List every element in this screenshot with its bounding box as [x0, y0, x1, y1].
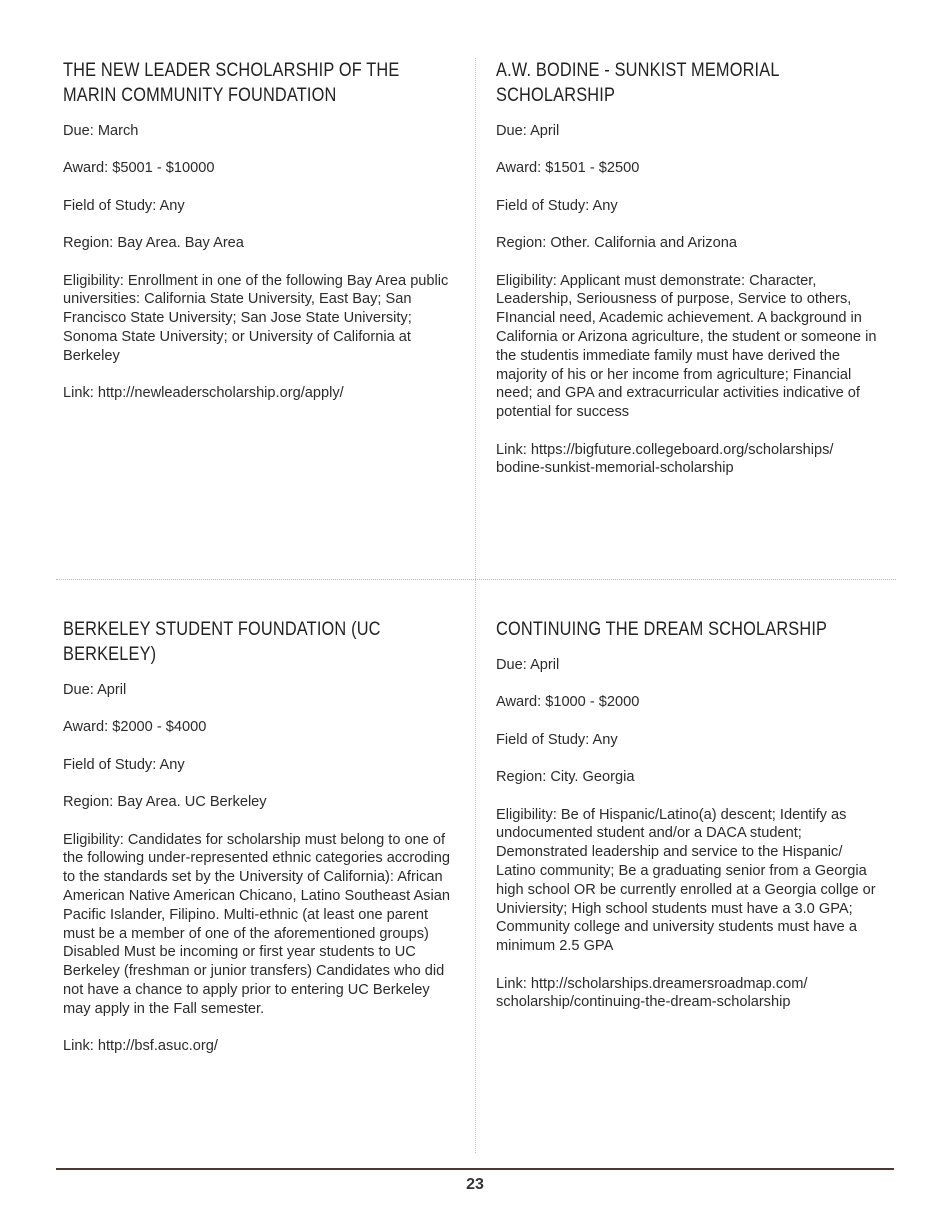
scholarship-title: BERKELEY STUDENT FOUNDATION (UC BERKELEY) — [63, 619, 381, 665]
scholarship-award: Award: $1501 - $2500 — [496, 160, 640, 177]
scholarship-field-of-study: Field of Study: Any — [63, 197, 185, 214]
scholarship-region: Region: City. Georgia — [496, 769, 635, 786]
scholarship-award: Award: $2000 - $4000 — [63, 719, 207, 736]
scholarship-title: THE NEW LEADER SCHOLARSHIP OF THE MARIN COMMUNITY FOUNDATION — [63, 60, 400, 106]
scholarship-region: Region: Bay Area. UC Berkeley — [63, 794, 267, 811]
scholarship-link[interactable]: Link: http://newleaderscholarship.org/apply/ — [63, 385, 344, 402]
scholarship-due: Due: April — [496, 657, 560, 673]
footer-rule — [56, 1168, 894, 1170]
scholarship-due: Due: April — [63, 682, 127, 698]
scholarship-field-of-study: Field of Study: Any — [63, 756, 185, 773]
scholarship-card-bodine-sunkist — [496, 58, 886, 497]
scholarship-due: Due: April — [496, 123, 560, 139]
scholarship-card-continuing-the-dream — [496, 617, 886, 1031]
scholarship-eligibility: Eligibility: Be of Hispanic/Latino(a) descent; Identify as undocumented student and/or a DACA student; Demonstrated leadership and service to the Hispanic/ Latino community; Be a graduating senior from a Georgia high school OR be currently enrolled at a Georgia collge or Univiersity; High school students must have a 3.0 GPA; Community college and university students must have a minimum 2.5 GPA — [496, 806, 876, 955]
scholarship-eligibility: Eligibility: Candidates for scholarship must belong to one of the following under-represented ethnic categories accroding to the standards set by the University of California): African American Native American Chicano, Latino Southeast Asian Pacific Islander, Filipino. Multi-ethnic (at least one parent must be a member of one of the aforementioned groups) Disabled Must be incoming or first year students to UC Berkeley (freshman or junior transfers) Candidates who did not have a chance to apply prior to entering UC Berkeley may apply in the Fall semester. — [63, 831, 450, 1017]
scholarship-region: Region: Bay Area. Bay Area — [63, 235, 244, 252]
scholarship-eligibility: Eligibility: Applicant must demonstrate: Character, Leadership, Seriousness of purpose, Service to others, FInancial need, Academic achievement. A background in California or Arizona agriculture, the student or someone in the studentis immediate family must have derived the majority of his or her income from agriculture; Financial need; and GPA and extracurricular activities indicative of potential for success — [496, 272, 877, 421]
scholarship-link[interactable]: Link: http://scholarships.dreamersroadmap.com/ scholarship/continuing-the-dream-scholarship — [496, 975, 808, 1011]
scholarship-award: Award: $5001 - $10000 — [63, 160, 215, 177]
scholarship-title: CONTINUING THE DREAM SCHOLARSHIP — [496, 619, 828, 640]
scholarship-region: Region: Other. California and Arizona — [496, 235, 737, 252]
scholarship-card-berkeley-student-foundation — [63, 617, 458, 1075]
scholarship-field-of-study: Field of Study: Any — [496, 197, 618, 214]
scholarship-link[interactable]: Link: http://bsf.asuc.org/ — [63, 1038, 218, 1055]
scholarship-card-new-leader — [63, 58, 458, 422]
vertical-divider — [475, 58, 476, 1153]
scholarship-field-of-study: Field of Study: Any — [496, 731, 618, 748]
scholarship-award: Award: $1000 - $2000 — [496, 694, 640, 711]
horizontal-divider — [56, 579, 896, 580]
page-number: 23 — [466, 1176, 484, 1193]
scholarship-due: Due: March — [63, 123, 139, 139]
scholarship-eligibility: Eligibility: Enrollment in one of the following Bay Area public universities: California State University, East Bay; San Francisco State University; San Jose State University; Sonoma State University; or University of California at Berkeley — [63, 272, 449, 364]
scholarship-link[interactable]: Link: https://bigfuture.collegeboard.org/scholarships/ bodine-sunkist-memorial-scholarship — [496, 441, 834, 477]
scholarship-title: A.W. BODINE - SUNKIST MEMORIAL SCHOLARSHIP — [496, 60, 779, 106]
